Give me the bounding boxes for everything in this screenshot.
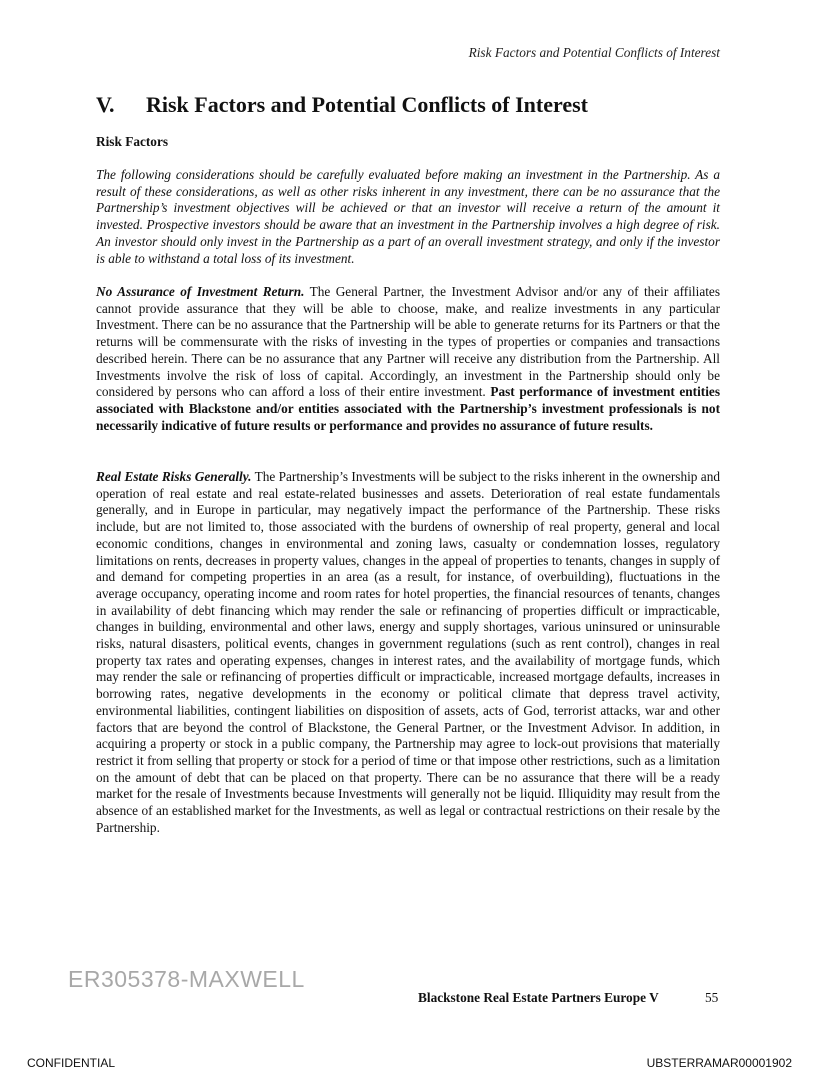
confidential-label: CONFIDENTIAL — [27, 1056, 116, 1070]
paragraph-text: The Partnership’s Investments will be subject to the risks inherent in the ownership and operation of real estate and real estate-related businesses and assets. Deterioration of real estate fundamentals generally, and in Europe in particular, may negatively impact the performance of the Partnership. These risks include, but are not limited to, those associated with the burdens of ownership of real property, general and local economic conditions, changes in environmental and zoning laws, casualty or condemnation losses, regulatory limitations on rents, decreases in property values, changes in the appeal of properties to tenants, changes in supply of and demand for competing properties in an area (as a result, for instance, of overbuilding), fluctuations in the average occupancy, operating income and room rates for hotel properties, the financial resources of tenants, changes in availability of debt financing which may render the sale or refinancing of properties difficult or impracticable, changes in building, environmental and other laws, energy and supply shortages, various uninsured or uninsurable risks, natural disasters, political events, changes in government regulations (such as rent control), changes in real property tax rates and operating expenses, changes in interest rates, and the availability of mortgage funds, which may render the sale or refinancing of properties difficult or impracticable, increased mortgage defaults, increases in borrowing rates, negative developments in the economy or political climate that depress travel activity, environmental liabilities, contingent liabilities on disposition of assets, acts of God, terrorist attacks, war and other factors that are beyond the control of Blackstone, the General Partner, or the Investment Advisor. In addition, in acquiring a property or stock in a public company, the Partnership may agree to lock-out provisions that materially restrict it from selling that property or stock for a period of time or that impose other restrictions, such as a limitation on the amount of debt that can be placed on that property. There can be no assurance that there will be a ready market for the resale of Investments because Investments will generally not be liquid. Illiquidity may result from the absence of an established market for the Investments, as well as legal or contractual restrictions on their resale by the Partnership. — [96, 469, 720, 835]
paragraph-lead: Real Estate Risks Generally. — [96, 469, 252, 484]
bates-number: UBSTERRAMAR00001902 — [646, 1056, 792, 1070]
paragraph-text: The General Partner, the Investment Advisor and/or any of their affiliates cannot provide assurance that they will be able to choose, make, and realize investments in any particular Investment. There can be no assurance that the Partnership will be able to generate returns for its Partners or that the returns will be commensurate with the risks of investing in the types of properties or companies and transactions described herein. There can be no assurance that any Partner will receive any distribution from the Partnership. All Investments involve the risk of loss of capital. Accordingly, an investment in the Partnership should only be considered by persons who can afford a loss of their entire investment. — [96, 284, 720, 400]
subheading: Risk Factors — [96, 134, 169, 149]
footer-page-number: 55 — [705, 990, 719, 1005]
section-title: Risk Factors and Potential Conflicts of Interest — [146, 92, 588, 117]
paragraph-emphasis: Past performance of investment entities associated with Blackstone and/or entities associated with the Partnership’s investment professionals is not necessarily indicative of future results or performance and provides no assurance of future results. — [96, 384, 720, 433]
bates-stamp: ER305378-MAXWELL — [68, 966, 305, 992]
paragraph-investment-return — [96, 284, 720, 434]
paragraph-lead: No Assurance of Investment Return. — [96, 284, 305, 299]
page-title — [96, 92, 736, 118]
paragraph-real-estate-risks — [96, 469, 720, 836]
running-header: Risk Factors and Potential Conflicts of Interest — [468, 45, 720, 60]
footer-fund-name: Blackstone Real Estate Partners Europe V — [418, 990, 659, 1005]
section-number: V. — [96, 92, 115, 117]
intro-paragraph: The following considerations should be carefully evaluated before making an investment in the Partnership. As a result of these considerations, as well as other risks inherent in any investment, there can be no assurance that the Partnership’s investment objectives will be achieved or that an investor will receive a return of the amount it invested. Prospective investors should be aware that an investment in the Partnership involves a high degree of risk. An investor should only invest in the Partnership as a part of an overall investment strategy, and only if the investor is able to withstand a total loss of its investment. — [96, 167, 720, 266]
